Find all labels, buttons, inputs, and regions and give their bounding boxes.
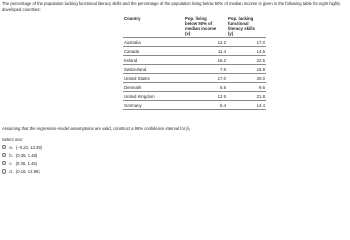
select-one-label: Select one: <box>2 137 23 142</box>
answer-options <box>2 143 42 175</box>
table-row <box>123 92 266 101</box>
header-pop-living-below: Pop. living below 50% of median income (x) <box>185 16 217 36</box>
cell-pop-living-below: 12.2 <box>184 38 227 47</box>
cell-pop-lacking-literacy: 15.9 <box>227 65 266 74</box>
cell-pop-lacking-literacy: 9.6 <box>227 83 266 92</box>
option-text: (0.16, 12.99) <box>15 168 40 174</box>
radio-button[interactable] <box>2 161 6 165</box>
table-row <box>123 56 266 65</box>
table-row <box>123 101 266 110</box>
cell-pop-living-below: 17.0 <box>184 74 227 83</box>
table-row <box>123 65 266 74</box>
question-prompt: The percentage of the population lacking functional literacy skills and the percentage of the population living below 50% of median income is given in the following table for eight highly developed countries: <box>2 1 341 12</box>
cell-pop-living-below: 12.5 <box>184 92 227 101</box>
option-text: (0.35, 1.48) <box>15 152 38 158</box>
cell-pop-lacking-literacy: 14.6 <box>227 47 266 56</box>
header-pop-lacking-literacy: Pop. lacking functional literacy skills (y) <box>228 16 255 36</box>
cell-pop-lacking-literacy: 20.0 <box>227 74 266 83</box>
radio-button[interactable] <box>2 145 6 149</box>
option-a[interactable] <box>2 143 42 151</box>
table-row <box>123 47 266 56</box>
cell-country: Canada <box>123 47 184 56</box>
option-text: (−0.23, 13.39) <box>15 144 43 150</box>
cell-country: Denmark <box>123 83 184 92</box>
table-row <box>123 74 266 83</box>
cell-pop-lacking-literacy: 22.6 <box>227 56 266 65</box>
data-table <box>123 16 266 110</box>
option-text: (0.36, 1.45) <box>15 160 38 166</box>
table-row <box>123 38 266 47</box>
option-letter: b. <box>9 152 13 158</box>
cell-country: Ireland <box>123 56 184 65</box>
table-header-row <box>123 16 266 38</box>
cell-pop-living-below: 7.6 <box>184 65 227 74</box>
radio-button[interactable] <box>2 153 6 157</box>
option-letter: d. <box>9 168 13 174</box>
table-row <box>123 83 266 92</box>
cell-country: Germany <box>123 101 184 110</box>
option-c[interactable] <box>2 159 42 167</box>
option-d[interactable] <box>2 167 42 175</box>
cell-pop-lacking-literacy: 21.8 <box>227 92 266 101</box>
option-b[interactable] <box>2 151 42 159</box>
cell-pop-living-below: 5.6 <box>184 83 227 92</box>
cell-country: United States <box>123 74 184 83</box>
question-instruction: Assuming that the regression-model assumptions are valid, construct a 95% confidence interval for β₁ <box>2 126 191 131</box>
cell-country: Switzerland <box>123 65 184 74</box>
cell-pop-living-below: 16.2 <box>184 56 227 65</box>
cell-pop-living-below: 6.4 <box>184 101 227 110</box>
header-country: Country <box>124 16 141 21</box>
option-letter: c. <box>9 160 13 166</box>
cell-country: United Kingdom <box>123 92 184 101</box>
cell-pop-living-below: 11.4 <box>184 47 227 56</box>
radio-button[interactable] <box>2 169 6 173</box>
cell-country: Australia <box>123 38 184 47</box>
cell-pop-lacking-literacy: 14.4 <box>227 101 266 110</box>
cell-pop-lacking-literacy: 17.0 <box>227 38 266 47</box>
option-letter: a. <box>9 144 13 150</box>
